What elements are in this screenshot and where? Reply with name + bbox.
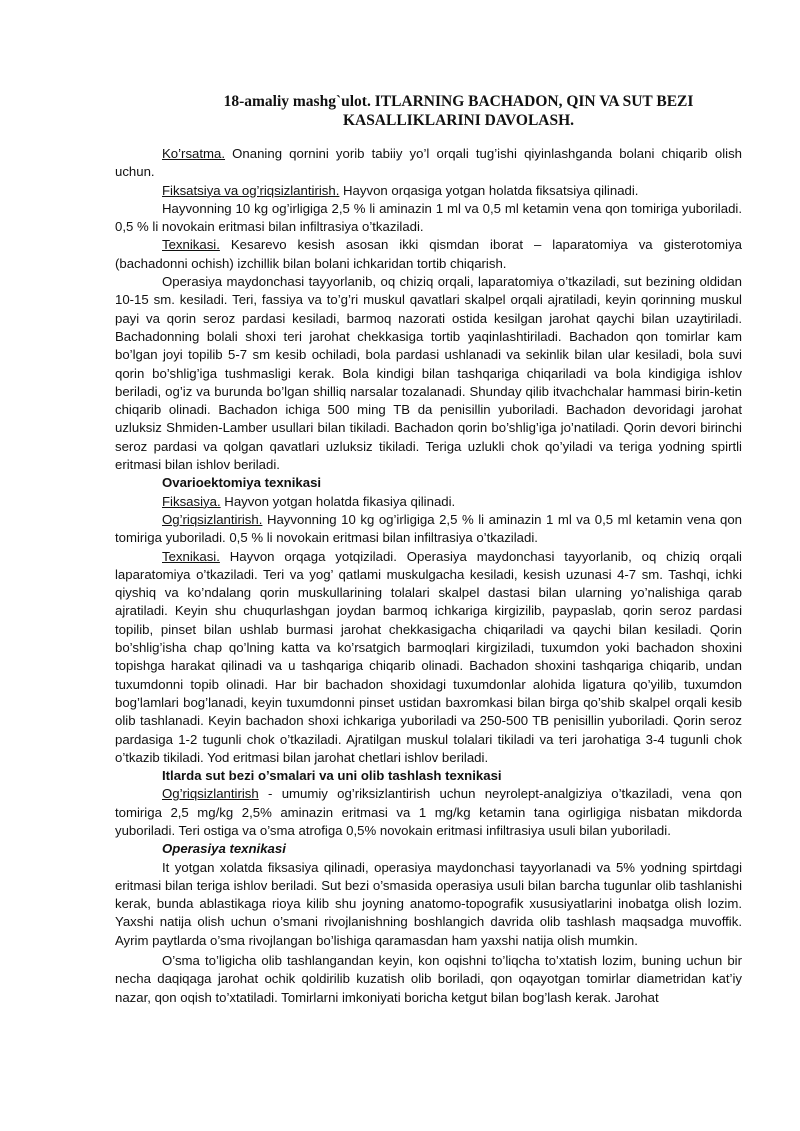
page-title (175, 92, 742, 130)
paragraph-technique (115, 236, 742, 273)
paragraph-anesthesia: Hayvonning 10 kg og’irligiga 2,5 % li aminazin 1 ml va 0,5 ml ketamin vena qon tomiriga yuboriladi. 0,5 % li novokain eritmasi bilan infiltrasiya o’tkaziladi. (115, 200, 742, 235)
ovx-anesthesia-label: Og’riqsizlantirish. (162, 511, 263, 527)
title-line-2: KASALLIKLARINI DAVOLASH. (342, 112, 575, 129)
paragraph-hemostasis: O’sma to’ligicha olib tashlangandan keyin, kon oqishni to’liqcha to’xtatish lozim, buning uchun bir necha daqiqaga jarohat ochik qoldirilib kuzatish olib boriladi, qon oqayotgan tomirlar diametridan kat’iy nazar, qon oqish to’xtatiladi. Tomirlarni imkoniyati boricha ketgut bilan bog’lash kerak. Jarohat (115, 953, 742, 1005)
indication-label: Ko’rsatma. (162, 146, 226, 161)
indication-text: Onaning qornini yorib tabiiy yo’l orqali tug’ishi qiyinlashganda bolani chiqarib olish uchun. (115, 146, 742, 180)
paragraph-ovx-fixation (115, 493, 742, 511)
paragraph-ovx-anesthesia (115, 511, 742, 548)
paragraph-operation-steps: It yotgan xolatda fiksasiya qilinadi, operasiya maydonchasi tayyorlanadi va 5% yodning spirtdagi eritmasi bilan teriga ishlov beriladi. Sut bezi o’smasida operasiya usuli bilan barcha tugunlar olib tashlanishi kerak, bunda ablastikaga rioya kilib shu joyning anatomo-topografik xususiyatlarini inobatga olish lozim. Yaxshi natija olish uchun o’smani rivojlanishning boshlangich davrida olib tashlash maqsadga muvoffik. Ayrim paytlarda o’sma rivojlangan bo’lishiga qaramasdan ham yaxshi natija olish mumkin. (115, 859, 742, 948)
ovx-technique-text: Hayvon orqaga yotqiziladi. Operasiya maydonchasi tayyorlanib, oq chiziq orqali laparatomiya o’tkaziladi. Teri va yog’ qatlami muskulgacha kesiladi, kesish uzunasi 4-7 sm. Tashqi, ichki qiyshiq va ko’ndalang qorin muskullarining tolalari skalpel dastasi bilan ularning yo’nalishiga qarab ajratiladi. Keyin shu chuqurlashgan joydan barmoq ichkariga kirgizilib, paypaslab, qorin seroz pardasi topilib, pinset bilan ushlab burmasi jarohat chekkasigacha chiqariladi va qaychi bilan kesiladi. Qorin bo’shlig’isha chap qo’lning katta va ko’rsatgich barmoqlari kirgiziladi, tuxumdon yoki bachadon shoxini topishga harakat qilinadi va u tashqariga chiqarib olinadi. Bachadon shoxini tashqariga chiqarib, undan tuxumdonni topib olinadi. Har bir bachadon shoxidagi tuxumdonlar alohida ligatura qo’yilib, tuxumdon bog’lamlari bog’lanadi, keyin tuxumdonni pinset ustidan baxromkasi bilan birga qo’shib skalpel orqali kesib olib tashlanadi. Keyin bachadon shoxi ichkariga yuboriladi va 250-500 TB penisillin yuboriladi. Qorin seroz pardasiga 1-2 tugunli chok o’tkaziladi. Ajratilgan muskul tolalari tikiladi va teri jarohatiga 3-4 tugunli chok o’tkazib tikiladi. Yod eritmasi bilan jarohat chetlari ishlov beriladi. (115, 548, 742, 765)
paragraph-operation: Operasiya maydonchasi tayyorlanib, oq chiziq orqali, laparatomiya o’tkaziladi, sut bezining oldidan 10-15 sm. kesiladi. Teri, fassiya va to’g’ri muskul qavatlari skalpel orqali ajratiladi, keyin qorinning muskul payi va qorin seroz pardasi kesiladi, barmoq nazorati ostida kesilgan jarohat qaychi bilan uzaytiriladi. Bachadonning bolali shoxi teri jarohat chekkasiga tortib yaqinlashtiriladi. Bachadon qon tomirlar kam bo’lgan joyi topilib 5-7 sm kesib ochiladi, bola pardasi ushlanadi va sekinlik bilan ular kesiladi, bola suvi qorin bo’shlig’iga tushmasligi kerak. Bola kindigi bilan tashqariga chiqariladi va bola kindigiga ishlov beriladi, og’iz va burunda bo’lgan shilliq narsalar tozalanadi. Shunday qilib itvachchalar hammasi birin-ketin chiqarib olinadi. Bachadon ichiga 500 ming TB da penisillin yuboriladi. Bachadon devoridagi jarohat uzluksiz Shmiden-Lamber usullari bilan tikiladi. Bachadon qorin bo’shlig’iga jo’natiladi. Qorin devori birinchi seroz pardasi va qolgan qavatlari uzluksiz tikiladi. Teriga uzlukli chok qo’yiladi va teriga yodning spirtli eritmasi bilan ishlov beriladi. (115, 274, 742, 473)
ovx-anesthesia-text: Hayvonning 10 kg og’irligiga 2,5 % li aminazin 1 ml va 0,5 ml ketamin vena qon tomiriga yuboriladi. 0,5 % li novokain eritmasi bilan infiltrasiya o’tkaziladi. (115, 511, 742, 546)
fixation-text: Hayvon orqasiga yotgan holatda fiksatsiya qilinadi. (339, 182, 639, 198)
mammary-anesthesia-text: - umumiy og’riksizlantirish uchun neyrolept-analgiziya o’tkaziladi, vena qon tomiriga 2,5 mg/kg 2,5% aminazin eritmasi va 1 mg/kg ketamin tana ogirligiga nisbatan mikdorda yuboriladi. Teri ostiga va o’sma atrofiga 0,5% novokain eritmasi infiltrasiya usuli bilan yuboriladi. (115, 786, 742, 838)
title-line-1: 18-amaliy mashg`ulot. ITLARNING BACHADON, QIN VA SUT BEZI (223, 93, 694, 110)
ovx-fixation-text: Hayvon yotgan holatda fikasiya qilinadi. (220, 493, 456, 509)
ovx-fixation-label: Fiksasiya. (162, 493, 221, 509)
ovx-technique-label: Texnikasi. (162, 548, 220, 564)
paragraph-indication (115, 145, 742, 182)
heading-operation-technique: Operasiya texnikasi (162, 841, 286, 857)
mammary-anesthesia-label: Og’riqsizlantirish (162, 786, 259, 802)
fixation-label: Fiksatsiya va og’riqsizlantirish. (162, 182, 340, 198)
heading-ovariectomy: Ovarioektomiya texnikasi (162, 475, 322, 491)
paragraph-mammary-anesthesia (115, 785, 742, 840)
heading-mammary-tumors: Itlarda sut bezi o’smalari va uni olib tashlash texnikasi (162, 768, 502, 784)
document-page (115, 92, 742, 1007)
technique-label: Texnikasi. (162, 237, 220, 253)
paragraph-ovx-technique (115, 548, 742, 768)
paragraph-fixation (115, 182, 742, 200)
technique-text: Kesarevo kesish asosan ikki qismdan iborat – laparatomiya va gisterotomiya (bachadonni ochish) izchillik bilan bolani ichkaridan tortib chiqarish. (115, 237, 742, 271)
